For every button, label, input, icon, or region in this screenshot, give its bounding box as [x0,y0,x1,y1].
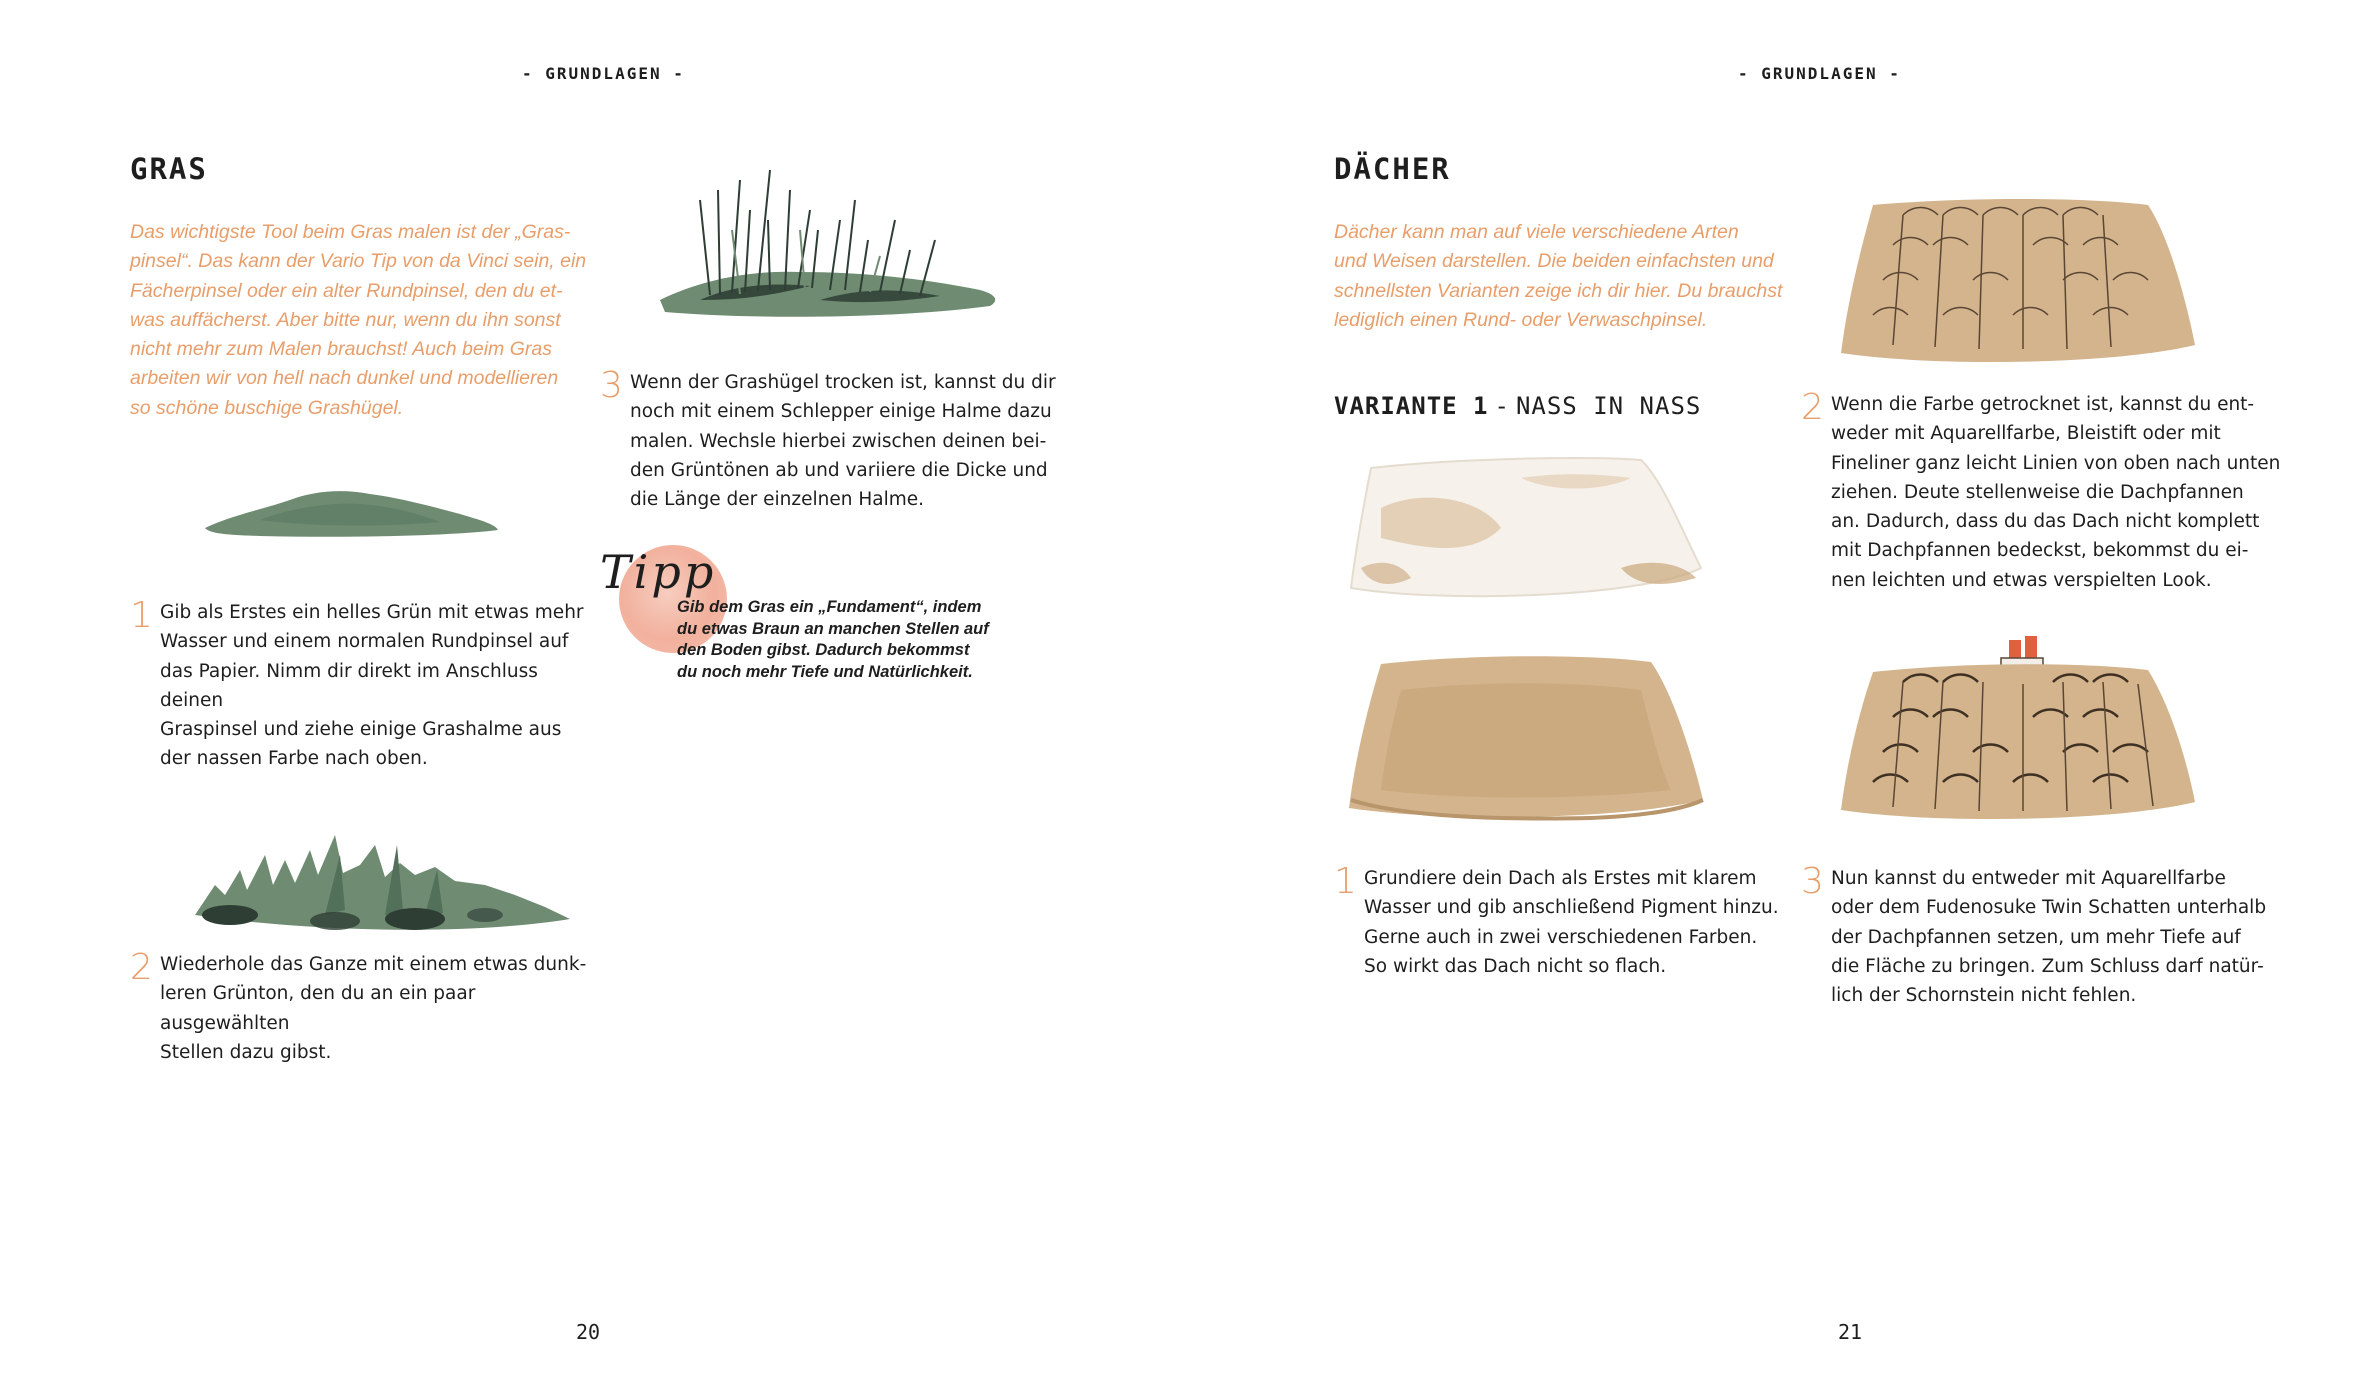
grass-tuft-illustration [640,160,1010,340]
step-number: 2 [130,947,153,988]
step-number: 3 [1801,861,1824,902]
page-number: 20 [576,1320,601,1344]
variant-name: NASS IN NASS [1515,392,1702,420]
grass-step-1 [130,595,590,770]
variant-separator: - [1494,392,1510,420]
step-number: 3 [600,365,623,406]
tip-label: Tipp [600,545,717,599]
tip-text: Gib dem Gras ein „Fundament“, indem du etwas Braun an manchen Stellen auf den Boden gibst. Dadurch bekommst du noch mehr Tiefe und Natürlichkeit. [677,598,989,681]
section-title-gras: GRAS [130,152,208,186]
grass-mound-dark-illustration [185,815,575,945]
intro-text-gras: Das wichtigste Tool beim Gras malen ist der „Gras- pinsel“. Das kann der Vario Tip von da Vinci sein, ein Fächerpinsel oder ein alter Rundpinsel, den du et- was auffächerst. Aber bitte nur, wenn du ihn sonst nicht mehr zum Malen brauchst! Auch beim Gras arbeiten wir von hell nach dunkel und modellieren so schöne buschige Grashügel. [130,221,587,419]
step-number: 2 [1801,387,1824,428]
step-text: Nun kannst du entweder mit Aquarellfarbe oder dem Fudenosuke Twin Schatten unterhalb der Dachpfannen setzen, um mehr Tiefe auf die Fläche zu bringen. Zum Schluss darf natür- lich der Schornstein nicht fehlen. [1831,868,2267,1007]
grass-mound-light-illustration [200,480,500,550]
step-text: Gib als Erstes ein helles Grün mit etwas mehr Wasser und einem normalen Rundpinsel auf das Papier. Nimm dir direkt im Anschluss deinen Graspinsel und ziehe einige Grashalme aus der nassen Farbe nach oben. [160,602,584,770]
roof-step-3 [1801,861,2281,1024]
running-header: - GRUNDLAGEN - [522,64,685,83]
page-number: 21 [1838,1320,1863,1344]
step-text: Wenn die Farbe getrocknet ist, kannst du ent- weder mit Aquarellfarbe, Bleistift oder mit Fineliner ganz leicht Linien von oben nach unten ziehen. Deute stellenweise die Dachpfannen an. Dadurch, dass du das Dach nicht komplett mit Dachpfannen bedeckst, bekommst du ei- nen leichten und etwas verspielten Look. [1831,394,2281,591]
roof-step-1 [1334,861,1784,994]
step-number: 1 [1334,861,1357,902]
step-text: Wiederhole das Ganze mit einem etwas dunk- leren Grünton, den du an ein paar ausgewählten Stellen dazu gibst. [160,954,587,1063]
roof-tiles-outline-illustration [1833,195,2203,370]
section-title-daecher: DÄCHER [1334,152,1451,186]
intro-text-daecher: Dächer kann man auf viele verschiedene Arten und Weisen darstellen. Die beiden einfachsten und schnellsten Varianten zeige ich dir hier. Du brauchst lediglich einen Rund- oder Verwaschpinsel. [1334,221,1783,331]
grass-step-2 [130,947,590,1063]
variant-label: VARIANTE 1 [1334,392,1489,420]
running-header: - GRUNDLAGEN - [1738,64,1901,83]
roof-wash-full-illustration [1341,650,1711,830]
right-page [1181,0,2362,1388]
variant-heading [1334,392,1701,420]
step-text: Grundiere dein Dach als Erstes mit klarem Wasser und gib anschließend Pigment hinzu. Gerne auch in zwei verschiedenen Farben. So wirkt das Dach nicht so flach. [1364,868,1779,977]
roof-step-2 [1801,387,2281,600]
roof-wash-light-illustration [1341,448,1711,618]
roof-with-chimney-illustration [1833,612,2203,832]
step-number: 1 [130,595,153,636]
step-text: Wenn der Grashügel trocken ist, kannst du dir noch mit einem Schlepper einige Halme dazu malen. Wechsle hierbei zwischen deinen bei- den Grüntönen ab und variiere die Dicke und die Länge der einzelnen Halme. [630,372,1056,511]
grass-step-3 [600,365,1070,518]
